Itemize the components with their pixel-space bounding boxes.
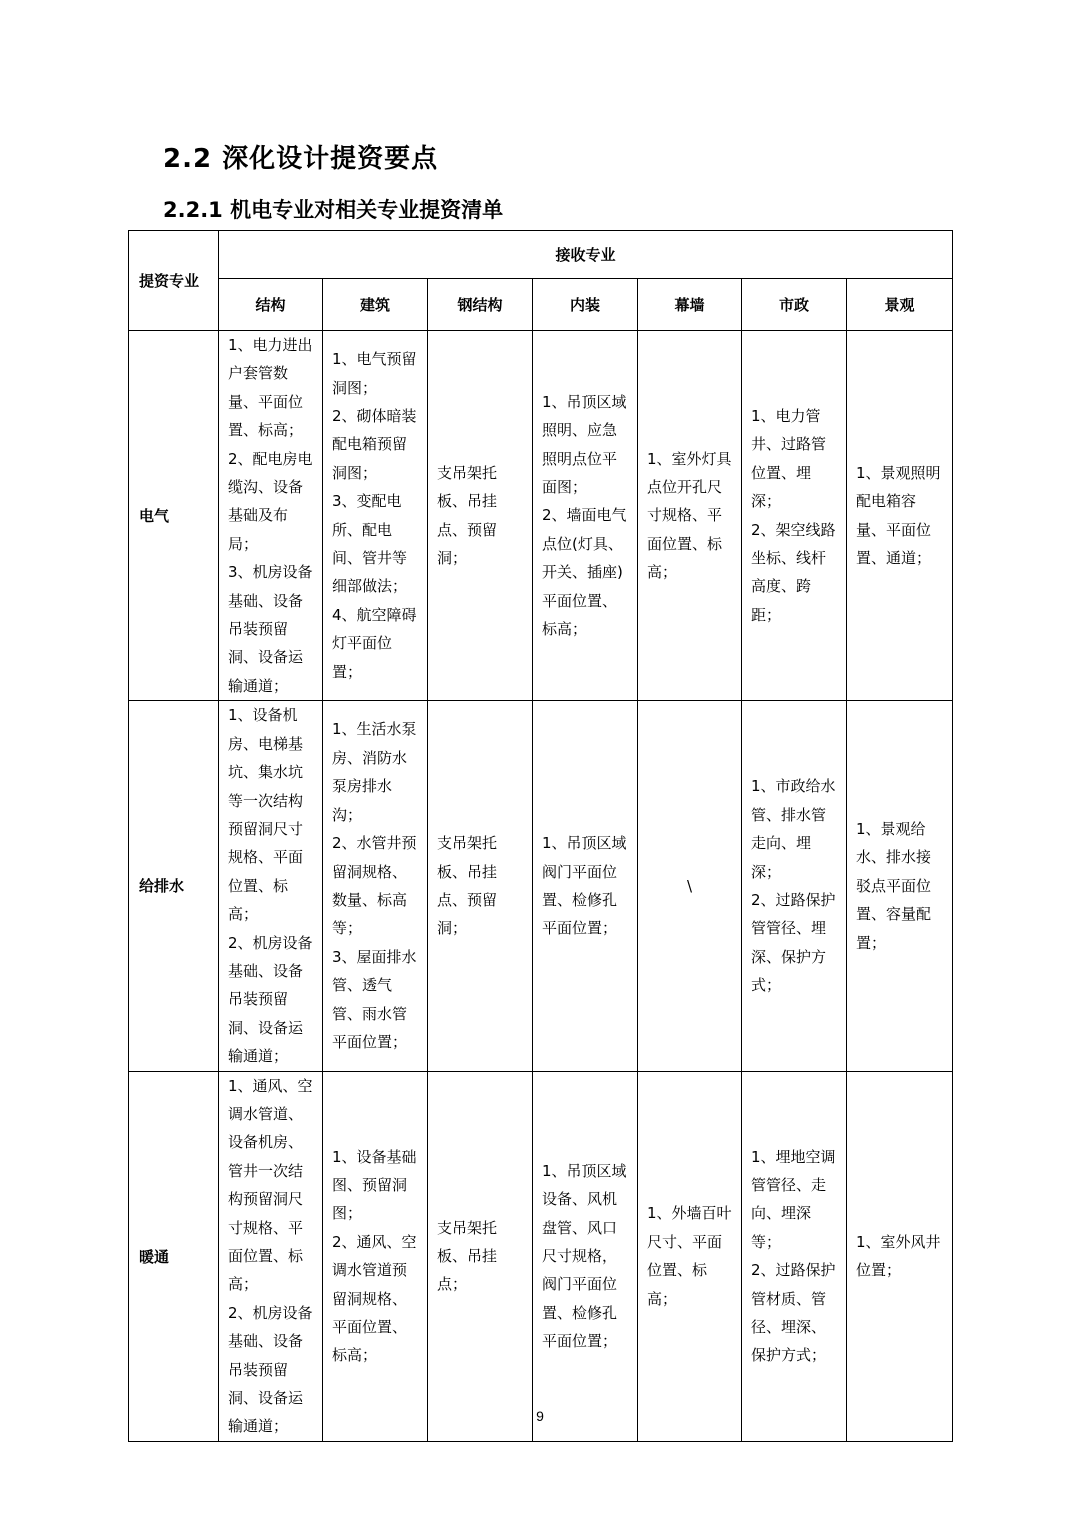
column-header: 景观 <box>847 279 953 331</box>
table-cell: 1、景观照明配电箱容量、平面位置、通道； <box>847 331 953 701</box>
column-header: 钢结构 <box>428 279 533 331</box>
subsection-heading: 2.2.1 机电专业对相关专业提资清单 <box>163 198 504 222</box>
corner-header: 提资专业 <box>129 231 219 331</box>
table-cell: 1、景观给水、排水接驳点平面位置、容量配置； <box>847 701 953 1071</box>
table-cell: 1、吊顶区域阀门平面位置、检修孔平面位置； <box>533 701 638 1071</box>
submission-table <box>128 230 953 1442</box>
table-cell: 1、电力进出户套管数量、平面位置、标高； 2、配电房电缆沟、设备基础及布局； 3、机房设备基础、设备吊装预留洞、设备运输通道； <box>219 331 323 701</box>
table-cell: 1、室外风井位置； <box>847 1071 953 1441</box>
column-header: 幕墙 <box>638 279 742 331</box>
table-cell: 1、外墙百叶尺寸、平面位置、标高； <box>638 1071 742 1441</box>
table-cell: 1、吊顶区域设备、风机盘管、风口尺寸规格，阀门平面位置、检修孔平面位置； <box>533 1071 638 1441</box>
table-cell: 1、电力管井、过路管位置、埋深； 2、架空线路坐标、线杆高度、跨距； <box>742 331 847 701</box>
table-cell: 1、市政给水管、排水管走向、埋深； 2、过路保护管管径、埋深、保护方式； <box>742 701 847 1071</box>
table-cell: 1、生活水泵房、消防水泵房排水沟； 2、水管井预留洞规格、数量、标高等； 3、屋面排水管、透气管、雨水管平面位置； <box>323 701 428 1071</box>
column-header: 结构 <box>219 279 323 331</box>
table-cell: 1、室外灯具点位开孔尺寸规格、平面位置、标高； <box>638 331 742 701</box>
column-header: 内装 <box>533 279 638 331</box>
table-cell: 1、吊顶区域照明、应急照明点位平面图； 2、墙面电气点位(灯具、开关、插座)平面位置、标高； <box>533 331 638 701</box>
table-cell: 1、埋地空调管管径、走向、埋深等； 2、过路保护管材质、管径、埋深、保护方式； <box>742 1071 847 1441</box>
table-cell: 1、设备机房、电梯基坑、集水坑等一次结构预留洞尺寸规格、平面位置、标高； 2、机房设备基础、设备吊装预留洞、设备运输通道； <box>219 701 323 1071</box>
row-header: 给排水 <box>129 701 219 1071</box>
table-row <box>129 1071 953 1441</box>
section-heading: 2.2 深化设计提资要点 <box>163 144 439 174</box>
table-cell: 1、电气预留洞图； 2、砌体暗装配电箱预留洞图； 3、变配电所、配电间、管井等细部做法； 4、航空障碍灯平面位置； <box>323 331 428 701</box>
table-cell: 支吊架托板、吊挂点、预留洞； <box>428 331 533 701</box>
page-number: 9 <box>536 1408 544 1424</box>
column-header: 建筑 <box>323 279 428 331</box>
table-row <box>129 701 953 1071</box>
row-header: 电气 <box>129 331 219 701</box>
table-cell: 支吊架托板、吊挂点、预留洞； <box>428 701 533 1071</box>
receiving-discipline-header: 接收专业 <box>219 231 953 279</box>
table-cell: 1、设备基础图、预留洞图； 2、通风、空调水管道预留洞规格、平面位置、标高； <box>323 1071 428 1441</box>
table-cell: \ <box>638 701 742 1071</box>
column-header: 市政 <box>742 279 847 331</box>
table-cell: 1、通风、空调水管道、设备机房、管井一次结构预留洞尺寸规格、平面位置、标高； 2、机房设备基础、设备吊装预留洞、设备运输通道； <box>219 1071 323 1441</box>
table-row <box>129 331 953 701</box>
row-header: 暖通 <box>129 1071 219 1441</box>
table-cell: 支吊架托板、吊挂点； <box>428 1071 533 1441</box>
